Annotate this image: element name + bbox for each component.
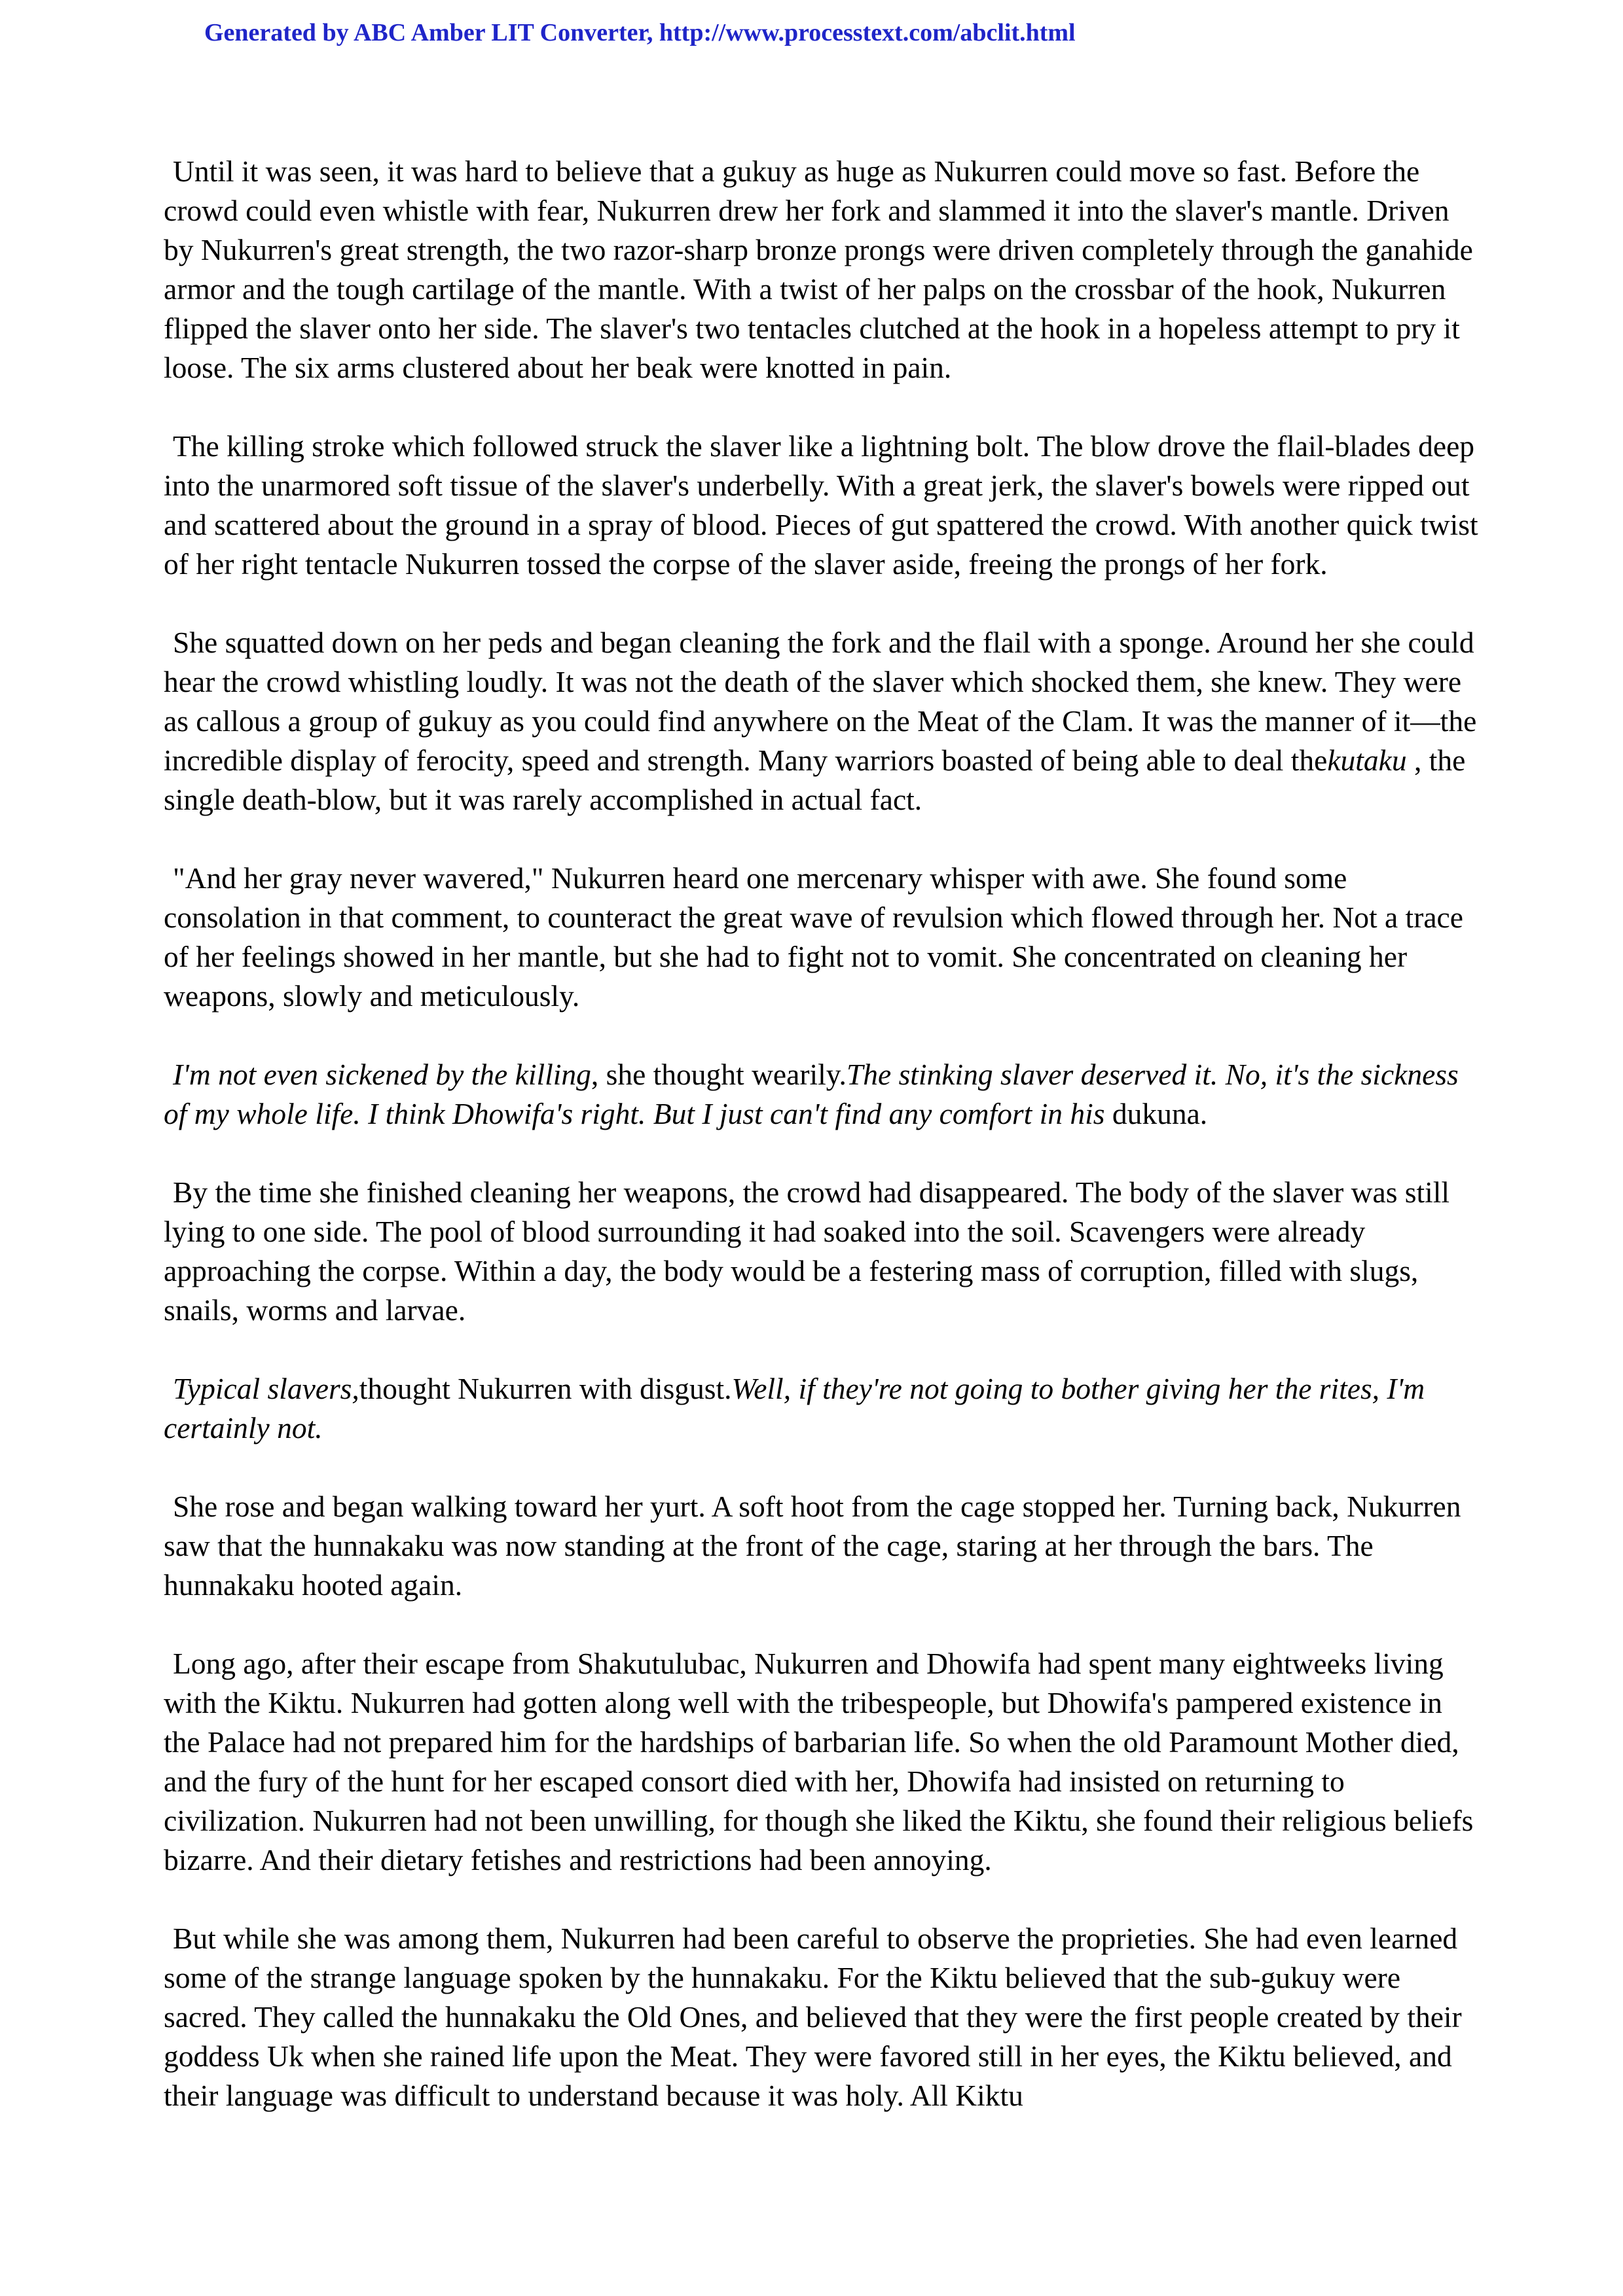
- paragraph-5-text-a: , she thought wearily.: [591, 1058, 847, 1091]
- paragraph-7-italic-b: Well, if they're not going to bother giving her the rites, I'm certainly not.: [164, 1372, 1425, 1444]
- paragraph-7: [164, 1369, 1480, 1448]
- paragraph-3: [164, 623, 1480, 819]
- paragraph-9: Long ago, after their escape from Shakutulubac, Nukurren and Dhowifa had spent many eightweeks living with the Kiktu. Nukurren had gotten along well with the tribespeople, but Dhowifa's pampered existence in the Palace had not prepared him for the hardships of barbarian life. So when the old Paramount Mother died, and the fury of the hunt for her escaped consort died with her, Dhowifa had insisted on returning to civilization. Nukurren had not been unwilling, for though she liked the Kiktu, she found their religious beliefs bizarre. And their dietary fetishes and restrictions had been annoying.: [164, 1647, 1474, 1876]
- paragraph-5: [164, 1055, 1480, 1134]
- paragraph-5-italic-b: The stinking slaver deserved it. No, it's the sickness of my whole life. I think Dhowifa's right. But I just can't find any comfort in his: [164, 1058, 1459, 1130]
- paragraph-10: But while she was among them, Nukurren had been careful to observe the proprieties. She had even learned some of the strange language spoken by the hunnakaku. For the Kiktu believed that the sub-gukuy were sacred. They called the hunnakaku the Old Ones, and believed that they were the first people created by their goddess Uk when she rained life upon the Meat. They were favored still in her eyes, the Kiktu believed, and their language was difficult to understand because it was holy. All Kiktu: [164, 1922, 1462, 2112]
- paragraph-7-italic-a: Typical slavers,: [173, 1372, 359, 1405]
- paragraph-5-italic-a: I'm not even sickened by the killing: [173, 1058, 591, 1091]
- paragraph-7-text-a: thought Nukurren with disgust.: [359, 1372, 732, 1405]
- paragraph-1: Until it was seen, it was hard to believe that a gukuy as huge as Nukurren could move so fast. Before the crowd could even whistle with fear, Nukurren drew her fork and slammed it into the slaver's mantle. Driven by Nukurren's great strength, the two razor-sharp bronze prongs were driven completely through the ganahide armor and the tough cartilage of the mantle. With a twist of her palps on the crossbar of the hook, Nukurren flipped the slaver onto her side. The slaver's two tentacles clutched at the hook in a hopeless attempt to pry it loose. The six arms clustered about her beak were knotted in pain.: [164, 154, 1473, 384]
- paragraph-3-italic: kutaku: [1327, 744, 1407, 777]
- paragraph-2: The killing stroke which followed struck the slaver like a lightning bolt. The blow drove the flail-blades deep into the unarmored soft tissue of the slaver's underbelly. With a great jerk, the slaver's bowels were ripped out and scattered about the ground in a spray of blood. Pieces of gut spattered the crowd. With another quick twist of her right tentacle Nukurren tossed the corpse of the slaver aside, freeing the prongs of her fork.: [164, 429, 1478, 581]
- paragraph-3-text-b: , the single death-blow, but it was rarely accomplished in actual fact.: [164, 744, 1466, 816]
- paragraph-3-text-a: She squatted down on her peds and began cleaning the fork and the flail with a sponge. Around her she could hear the crowd whistling loudly. It was not the death of the slaver which shocked them, she knew. They were as callous a group of gukuy as you could find anywhere on the Meat of the Clam. It was the manner of it—the incredible display of ferocity, speed and strength. Many warriors boasted of being able to deal the: [164, 626, 1477, 777]
- paragraph-4: "And her gray never wavered," Nukurren heard one mercenary whisper with awe. She found some consolation in that comment, to counteract the great wave of revulsion which flowed through her. Not a trace of her feelings showed in her mantle, but she had to fight not to vomit. She concentrated on cleaning her weapons, slowly and meticulously.: [164, 861, 1463, 1013]
- converter-header-link[interactable]: Generated by ABC Amber LIT Converter, http://www.processtext.com/abclit.html: [204, 19, 1076, 46]
- paragraph-8: She rose and began walking toward her yurt. A soft hoot from the cage stopped her. Turning back, Nukurren saw that the hunnakaku was now standing at the front of the cage, staring at her through the bars. The hunnakaku hooted again.: [164, 1490, 1461, 1602]
- paragraph-5-text-b: dukuna.: [1104, 1097, 1208, 1130]
- document-body: [164, 152, 1480, 2155]
- paragraph-6: By the time she finished cleaning her weapons, the crowd had disappeared. The body of the slaver was still lying to one side. The pool of blood surrounding it had soaked into the soil. Scavengers were already approaching the corpse. Within a day, the body would be a festering mass of corruption, filled with slugs, snails, worms and larvae.: [164, 1175, 1450, 1327]
